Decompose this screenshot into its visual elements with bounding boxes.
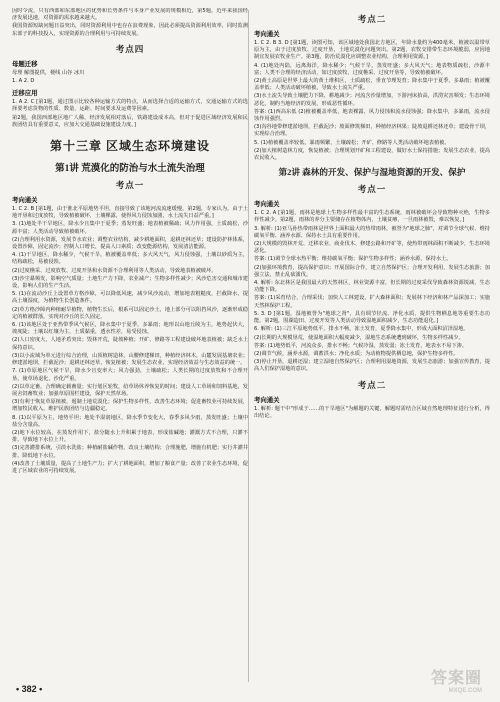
answer-paragraph: (3)停止开垦，退耕还湿；建立湿地自然保护区；合理利用湿地资源，发展生态旅游；加强宣传教育，提高人们保护湿地的意识。 <box>254 359 490 373</box>
answer-paragraph: 答案: (1)采育结合，合理采伐；加快人工林建设，扩大森林面积；发展林下经济和林产品深加工；实施天然林保护工程。 <box>254 295 490 309</box>
answer-paragraph: 5. (1)植被覆盖率较低，暴雨频繁，土壤疏松；开矿、修路等人类活动破坏地表植被。 <box>254 139 450 146</box>
answer-paragraph: 1. C 2. B [第1题，由于淮北平原地势平坦，直接导致了该地河流流速缓慢，第2题，专家认为，由于土地开垦和过度放牧，导致植被破坏，土壤裸露，使得风力侵蚀加剧，水土流失日益严重。] <box>12 206 248 220</box>
intro-paragraph: 我国资源短缺问题日益突出，同时资源利用中也存在浪费现象，因此必须提高资源利用效率，同时监测东部子的科技投入，实现资源的合理利用与可持续发展。 <box>12 23 248 37</box>
answer-paragraph: 答案: (1)地势低平，河流众多，排水不畅；气候冷湿，蒸发弱；冻土发育，地表水不易下渗。 <box>254 342 468 349</box>
watermark-text: 答案圈 <box>430 670 482 687</box>
answer-paragraph: (2)长期的大规模垦荒，使湿地面积大幅度减少，湿地生态系统遭到破坏，生物多样性减少。 <box>254 334 464 341</box>
examine-label: 考向通关 <box>12 197 38 205</box>
answer-paragraph: (2)加强环境教育，提高保护意识；开展国际合作，建立自然保护区；合理开发利用，发展生态旅游；加强立法，禁止乱砍滥伐。 <box>254 264 490 278</box>
answer-paragraph: 7. (1)草原地区气候干旱，降水少且变率大；风力强劲，土壤疏松；人类长期的过度放牧和不合理开垦，使草场退化，沙化严重。 <box>12 368 248 382</box>
chapter-title: 第十三章 区域生态环境建设 <box>49 139 210 154</box>
section-heading-4: 考点四 <box>115 43 145 54</box>
answer-paragraph: (2)大规模的毁林开荒、迁移农业、商业伐木、修建公路和开矿等，使热带雨林面积不断减少，生态环境恶化。 <box>254 241 490 255</box>
right-column <box>254 8 490 690</box>
intro-paragraph: 因时令流，只有西部和东部地区的优势和长势条件与本身产业发展的规模相近，第5题，近年来我国经济发展迅速，对资源的需求越来越大。 <box>12 8 248 22</box>
transfer-label: 迁移应用 <box>12 90 38 98</box>
answer-paragraph: 4. (1)地处内陆，远离海洋，降水稀少；气候干旱，蒸发旺盛；多大风天气；地表物质疏松，沙源丰富；人类不合理的经济活动，如过度放牧、过度樵采、过度开垦等，导致植被破坏。 <box>254 62 490 76</box>
answer-paragraph: 1. 解析: 题干中"形成于……的干旱地区"为解题的关键，解题时需结合区域自然地理特征进行分析，得出结论。 <box>254 405 490 419</box>
answer-paragraph: (2)过度樵采、过度放牧、过度开垦和水资源不合理利用等人类活动，导致地表植被破坏。 <box>12 267 217 274</box>
lesson-title: 第1讲 荒漠化的防治与水土流失治理 <box>55 164 205 175</box>
section-heading-2b: 考点二 <box>357 379 387 390</box>
lesson-title: 第2讲 森林的开发、保护与湿地资源的开发、保护 <box>278 167 466 178</box>
answer-paragraph: 3. 解析: (1)亚马孙热带雨林是世界上面积最大的热带雨林，被誉为"地球之肺"，对调节全球气候、维持碳氧平衡、涵养水源、保持水土具有重要作用。 <box>254 225 490 239</box>
mother-question-label: 母题迁移 <box>12 60 38 68</box>
answer-paragraph: 4. 解析: 东北林区是我国最大的天然林区，林业资源丰富，但长期的过度采伐导致森林资源锐减，生态功能下降。 <box>254 280 490 294</box>
transfer-paragraph: 1. A 2. C [第1题，通过图示比较各种运输方式的特点，从而选择合适的运输方式，交通运输方式的选择要考虑货物的性质、数量、运距、时间要求及运费等因素。 <box>12 99 248 113</box>
answer-paragraph: (2)草方格沙障内种植耐旱植物，植物生长后，根系可以固定沙土，地上部分可以阻挡风沙，逐渐形成稳定的植被群落，实现对沙丘的长久固定。 <box>12 306 248 320</box>
answer-paragraph: (2)人口密度大，人地矛盾突出；毁林开荒，陡坡种植；开矿、修路等工程建设破坏地表植被；缺乏水土保持意识。 <box>12 337 248 351</box>
column-divider <box>248 10 249 682</box>
answer-paragraph: 4. (1)干旱地区，降水稀少，气候干旱，植被覆盖率低；多大风天气，风力侵蚀强，土壤以砂质为主，结构疏松，易被侵蚀。 <box>12 252 248 266</box>
watermark-logo <box>431 665 482 694</box>
intro-block <box>12 8 248 38</box>
left-column <box>12 8 248 690</box>
answer-paragraph: (2)合理利用水资源，发展节水农业；调整农业结构，减少耕地面积，退耕还林还草；建设防护林体系，设置沙障，固定流沙；控制人口增长，提高人口素质；改变能源结构，发展清洁能源。 <box>12 236 248 251</box>
answer-paragraph: (3)水土流失导致土壤肥力下降，耕地减少；河流含沙量增加，下游河床抬高，洪涝灾害频发；生态环境恶化，制约当地经济的发展，形成恶性循环。 <box>254 93 490 107</box>
answer-paragraph: (3)沟谷地带修建淤地坝，拦截泥沙；坡面修筑梯田，种植经济林果；陡坡退耕还林还草；建设骨干坝，实现综合治理。 <box>254 124 490 138</box>
answer-paragraph: (2)地下水位较高，在蒸发作用下，盐分随水上升积累于地表，形成盐碱地；灌溉方式不合理，只灌不排，导致地下水位上升。 <box>12 429 248 444</box>
answer-paragraph: (2)以草定畜，合理确定载畜量；实行划区轮牧，给草场休养恢复的时间；建设人工草场和饲料基地，发展舍饲畜牧业；加强草原围栏建设，保护天然草场。 <box>12 383 248 397</box>
answer-paragraph: 8. (1)以平原为主，地势平坦；地处半湿润地区，降水季节变化大，春季多风少雨，蒸发旺盛；土壤中盐分含量高。 <box>12 414 248 428</box>
section-heading-1: 考点一 <box>115 180 145 191</box>
page-number: • 382 • <box>16 684 43 694</box>
answer-paragraph: 5. (1)在流动沙丘上设置草方格沙障，可以降低风速，减少风沙流动，增加地表粗糙度，拦截降水，提高土壤湿度，为植物生长创造条件。 <box>12 291 248 305</box>
examine-label: 考向通关 <box>254 31 280 38</box>
answer-paragraph: (2)黄土高原是世界上最大的黄土堆积区，土质疏松，垂直节理发育；降水集中于夏季，多暴雨；植被覆盖率低；人类活动破坏植被，导致水土流失严重。 <box>254 78 490 92</box>
answer-paragraph: (3)沙尘暴频发，影响空气质量；土地生产力下降，农业减产；生物多样性减少；风沙危害交通和城市建设，影响人们的生产生活。 <box>12 275 248 290</box>
answer-paragraph: (3)有利于恢复草原植被，遏制土地荒漠化；保护生物多样性，改善生态环境；促进畜牧业可持续发展，增加牧民收入，维护民族团结与边疆稳定。 <box>12 399 248 413</box>
answer-paragraph: 5. 3. D [第1题，湿地被誉为"地球之肾"，具有调节径流、净化水质、提供生物栖息地等重要生态功能。第2题，围湖造田、过度开发等人类活动导致湿地面积减少，生态功能退化。] <box>254 310 490 325</box>
answer-paragraph: 6. (1)该地区处于亚热带季风气候区，降水集中于夏季，多暴雨；地形以山地丘陵为主，地势起伏大，坡度陡；土壤以红壤为主，土质黏重，透水性差，易受侵蚀。 <box>12 322 248 336</box>
answer-paragraph: 答案: (1)西高东低 (2)植被覆盖率低，地表裸露，风力侵蚀和流水侵蚀强；降水集中，多暴雨，流水侵蚀作用强烈。 <box>254 108 490 123</box>
answer-paragraph: 1. C 2. B 3. D [第1题，读图可知，该区域地处我国北方地区，年降水量约为400毫米，植被以温带草原为主，由于过度放牧、过度开垦，土地荒漠化问题突出。第2题，农牧交错带生态环境脆弱，应因地制宜发展农牧业生产。第3题，防治荒漠化应调整农业结构，合理利用资源。] <box>254 40 490 61</box>
answer-paragraph: (2)加大植树造林力度，恢复植被；合理规划开矿和工程建设，做好水土保持措施；发展生态农业，提高农民收入。 <box>254 147 490 162</box>
answer-paragraph: (3)完善灌排系统，引淡水洗盐；种植耐盐碱作物，改良土壤结构；合理施肥，增施有机肥；实行井灌井排，降低地下水位。 <box>12 445 248 459</box>
answer-paragraph: 6. 解析: (1)三江平原地势低平，排水不畅，冻土发育，夏季降水集中，形成大面积沼泽湿地。 <box>254 326 469 333</box>
right-body <box>254 210 490 373</box>
answer-paragraph: 1. C 2. A [第1题，雨林是地球上生物多样性最丰富的生态系统，雨林被破坏会导致物种灭绝，生物多样性减少。第2题，雨林的养分主要储存在植物体内，土壤贫瘠，一旦雨林被毁，难以恢复。] <box>254 210 490 224</box>
examine-label: 考向通关 <box>254 396 280 404</box>
answer-paragraph: (2)调节气候，涵养水源，调蓄洪水；净化水质；为动植物提供栖息地，保护生物多样性。 <box>254 350 459 357</box>
section-heading-2: 考点二 <box>357 14 387 24</box>
transfer-paragraph: 第2题，我国西部地区地广人稀，经济发展相对落后，铁路建设成本高，但对于促进区域经济发展和民族团结具有重要意义，应加大交通基础设施建设力度。] <box>12 114 248 128</box>
answer-paragraph: (3)以小流域为单元进行综合治理，山顶植树造林，山腰修建梯田，种植经济林木，山麓发展基塘农业；修建淤地坝，拦截泥沙；退耕还林还草，恢复植被；发展生态农业，实现经济效益与生态效益的统一。 <box>12 352 248 367</box>
mother-question-line: 母理 解图提供，梗线 山谷 冰川 <box>12 69 85 76</box>
answer-paragraph: (4)改善了土壤质量，提高了土地生产力；扩大了耕地面积，增加了粮食产量；改善了农业生态环境，促进了区域农业的可持续发展。 <box>12 460 248 474</box>
left-body <box>12 206 248 475</box>
answer-paragraph: 3. (1)地处半干旱地区，降水少且集中于夏季；蒸发旺盛；地表植被稀疏；风力作用强，土质疏松，沙源丰富；人类活动导致植被破坏。 <box>12 221 248 235</box>
examine-label: 考向通关 <box>254 201 280 209</box>
mother-question-answer: 1. A 2. D <box>12 78 35 85</box>
section-heading-1: 考点一 <box>357 184 387 195</box>
answer-paragraph: 答案: (1)调节全球水热平衡；维持碳氧平衡；保护生物多样性；涵养水源，保持水土。 <box>254 256 452 263</box>
watermark-url: MXQE.COM <box>448 688 482 694</box>
